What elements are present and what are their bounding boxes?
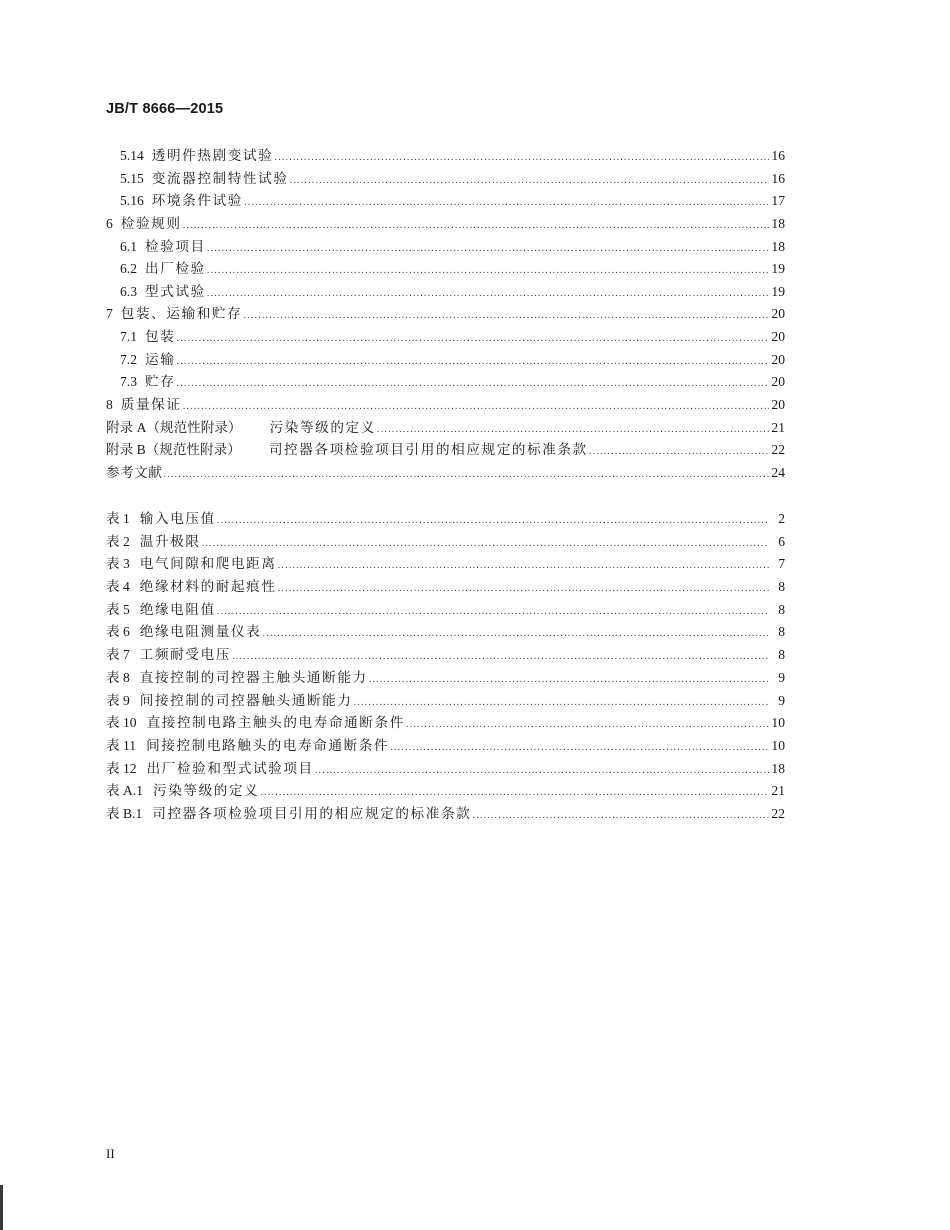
toc-entry-title: 透明件热剧变试验 (151, 148, 274, 163)
toc-entry[interactable] (106, 416, 785, 439)
table-entry-page: 10 (771, 737, 785, 753)
list-of-tables (106, 507, 785, 825)
dot-leader (183, 220, 769, 231)
table-entry-number: 表 6 (106, 624, 130, 640)
toc-entry-page: 18 (771, 215, 785, 231)
toc-entry-title: 污染等级的定义 (269, 419, 376, 435)
toc-entry-number: 5.14 (120, 148, 144, 163)
dot-leader (207, 243, 769, 254)
toc-entry-page: 19 (771, 283, 785, 299)
table-entry-number: 表 10 (106, 715, 137, 731)
dot-leader (183, 401, 769, 412)
toc-entry-number: 5.15 (120, 170, 144, 186)
toc-entry-title: 变流器控制特性试验 (151, 170, 289, 186)
table-entry-title: 直接控制电路主触头的电寿命通断条件 (146, 715, 405, 731)
table-entry[interactable] (106, 643, 785, 666)
dot-leader (217, 515, 769, 526)
toc-entry[interactable] (106, 393, 785, 416)
table-entry-number: 表 4 (106, 579, 130, 595)
dot-leader (278, 560, 769, 571)
table-entry-number: 表 2 (106, 533, 130, 549)
table-of-contents (106, 144, 785, 484)
toc-entry-page: 20 (771, 351, 785, 367)
page-number: II (106, 1146, 115, 1161)
table-entry-page: 9 (778, 692, 785, 708)
toc-entry-number: 7.3 (120, 374, 137, 390)
dot-leader (406, 719, 769, 730)
toc-entry-title: 参考文献 (106, 464, 163, 480)
dot-leader (260, 787, 769, 798)
table-entry-page: 8 (778, 601, 785, 617)
table-entry[interactable] (106, 620, 785, 643)
dot-leader (274, 152, 769, 163)
table-entry-number: 表 8 (106, 669, 130, 685)
toc-entry-title: 包装、运输和贮存 (120, 306, 243, 322)
table-entry-number: 表 9 (106, 692, 130, 708)
table-entry-title: 绝缘材料的耐起痕性 (139, 579, 277, 595)
toc-entry-page: 16 (771, 170, 785, 186)
table-entry-page: 18 (771, 760, 785, 776)
table-entry-title: 出厂检验和型式试验项目 (146, 760, 314, 776)
dot-leader (217, 606, 769, 617)
dot-leader (202, 538, 769, 549)
table-entry-number: 表 11 (106, 737, 137, 753)
table-entry-title: 工频耐受电压 (139, 647, 231, 663)
dot-leader (176, 378, 769, 389)
toc-entry-page: 20 (771, 306, 785, 322)
toc-entry-title: 运输 (145, 351, 176, 367)
table-entry-number: 表 B.1 (106, 805, 143, 821)
toc-entry-title: 检验项目 (145, 238, 206, 254)
table-entry-page: 22 (771, 805, 785, 821)
toc-entry-title: 贮存 (145, 374, 176, 390)
table-entry-title: 直接控制的司控器主触头通断能力 (139, 669, 368, 685)
table-entry-title: 绝缘电阻值 (139, 601, 216, 617)
toc-entry[interactable] (106, 280, 785, 303)
dot-leader (369, 674, 769, 685)
toc-entry[interactable] (106, 348, 785, 371)
dot-leader (244, 197, 769, 208)
table-entry[interactable] (106, 689, 785, 712)
toc-entry-number: 7.2 (120, 351, 137, 367)
toc-entry[interactable] (106, 212, 785, 235)
toc-entry[interactable] (106, 325, 785, 348)
toc-entry-page: 20 (771, 397, 785, 413)
dot-leader (354, 697, 769, 708)
document-id: JB/T 8666—2015 (106, 101, 224, 117)
table-entry-number: 表 12 (106, 760, 137, 776)
toc-entry-number: 附录 A（规范性附录） (106, 419, 242, 435)
toc-entry-title: 司控器各项检验项目引用的相应规定的标准条款 (268, 442, 588, 458)
toc-entry-title: 质量保证 (120, 397, 182, 413)
toc-entry[interactable] (106, 167, 785, 190)
toc-entry-page: 22 (771, 442, 785, 458)
table-entry[interactable] (106, 507, 785, 530)
toc-entry-number: 6.1 (120, 238, 137, 254)
table-entry-title: 间接控制的司控器触头通断能力 (139, 692, 353, 708)
toc-entry-number: 6.2 (120, 261, 137, 277)
table-entry-page: 7 (778, 556, 785, 572)
table-entry-page: 2 (778, 511, 785, 526)
toc-entry-title: 型式试验 (145, 283, 206, 299)
toc-entry-title: 环境条件试验 (151, 193, 243, 209)
toc-entry-title: 出厂检验 (145, 261, 206, 277)
table-entry-title: 间接控制电路触头的电寿命通断条件 (146, 737, 390, 753)
toc-entry-number: 附录 B（规范性附录） (106, 442, 241, 458)
table-entry-number: 表 3 (106, 556, 130, 572)
dot-leader (377, 424, 769, 435)
toc-entry-page: 16 (771, 148, 785, 163)
dot-leader (278, 583, 769, 594)
table-entry-number: 表 5 (106, 601, 130, 617)
table-entry-number: 表 7 (106, 647, 130, 663)
toc-entry-title: 检验规则 (120, 215, 182, 231)
table-entry[interactable] (106, 802, 785, 825)
table-entry[interactable] (106, 666, 785, 689)
table-entry-number: 表 A.1 (106, 783, 144, 799)
dot-leader (176, 356, 769, 367)
table-entry[interactable] (106, 734, 785, 757)
dot-leader (290, 175, 769, 186)
toc-entry-page: 20 (771, 374, 785, 390)
toc-entry-number: 5.16 (120, 193, 144, 209)
table-entry-page: 8 (778, 647, 785, 663)
dot-leader (207, 288, 769, 299)
toc-entry-title: 包装 (145, 329, 176, 345)
table-entry-page: 10 (771, 715, 785, 731)
table-entry-title: 司控器各项检验项目引用的相应规定的标准条款 (152, 805, 472, 821)
toc-entry-number: 8 (106, 397, 113, 413)
table-entry-title: 输入电压值 (139, 511, 216, 526)
dot-leader (176, 333, 769, 344)
toc-entry-number: 6.3 (120, 283, 137, 299)
toc-entry-number: 7 (106, 306, 113, 322)
table-entry[interactable] (106, 757, 785, 780)
table-entry-page: 21 (771, 783, 785, 799)
table-entry[interactable] (106, 779, 785, 802)
table-entry-page: 6 (778, 533, 785, 549)
toc-entry-page: 20 (771, 329, 785, 345)
toc-entry-page: 18 (771, 238, 785, 254)
dot-leader (589, 446, 769, 457)
table-entry[interactable] (106, 711, 785, 734)
table-entry-title: 污染等级的定义 (153, 783, 260, 799)
toc-entry[interactable] (106, 257, 785, 280)
dot-leader (262, 628, 769, 639)
dot-leader (315, 765, 769, 776)
table-entry-page: 9 (778, 669, 785, 685)
dot-leader (390, 742, 769, 753)
table-entry[interactable] (106, 575, 785, 598)
toc-entry-page: 17 (771, 193, 785, 209)
dot-leader (207, 265, 769, 276)
toc-entry[interactable] (106, 370, 785, 393)
toc-entry-page: 19 (771, 261, 785, 277)
scan-edge-mark (0, 1185, 3, 1230)
table-entry[interactable] (106, 530, 785, 553)
table-entry[interactable] (106, 552, 785, 575)
table-entry-title: 温升极限 (139, 533, 201, 549)
toc-entry-number: 6 (106, 215, 113, 231)
table-entry-number: 表 1 (106, 511, 130, 526)
toc-entry[interactable] (106, 438, 785, 461)
dot-leader (232, 651, 769, 662)
table-entry-title: 电气间隙和爬电距离 (139, 556, 277, 572)
table-entry-page: 8 (778, 624, 785, 640)
dot-leader (163, 469, 769, 480)
toc-entry[interactable] (106, 235, 785, 258)
toc-entry[interactable] (106, 144, 785, 167)
dot-leader (472, 810, 769, 821)
toc-entry-page: 24 (771, 464, 785, 480)
table-entry-page: 8 (778, 579, 785, 595)
toc-entry-page: 21 (771, 419, 785, 435)
table-entry[interactable] (106, 598, 785, 621)
dot-leader (243, 310, 769, 321)
toc-entry[interactable] (106, 302, 785, 325)
toc-entry[interactable] (106, 461, 785, 484)
table-entry-title: 绝缘电阻测量仪表 (139, 624, 262, 640)
toc-entry[interactable] (106, 189, 785, 212)
toc-entry-number: 7.1 (120, 329, 137, 345)
